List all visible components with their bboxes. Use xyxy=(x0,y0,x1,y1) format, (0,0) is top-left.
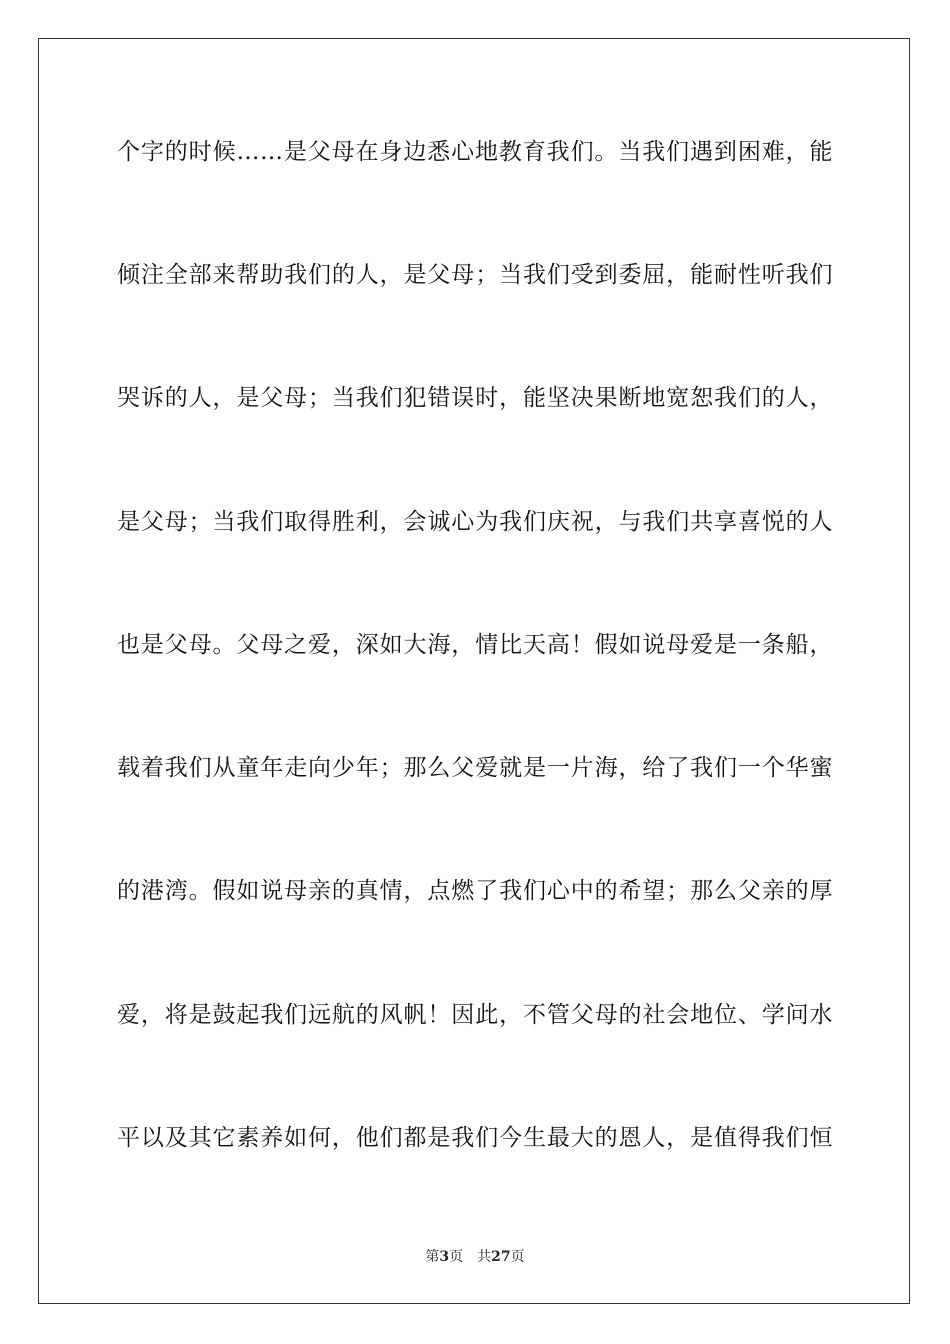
total-pages: 27 xyxy=(491,1249,511,1265)
page-suffix: 页 xyxy=(449,1249,464,1265)
paragraph-line-8: 爱，将是鼓起我们远航的风帆！因此，不管父母的社会地位、学问水 xyxy=(117,1002,833,1028)
total-suffix: 页 xyxy=(510,1249,525,1265)
page-number: 3 xyxy=(439,1249,450,1265)
page-border xyxy=(38,38,910,1304)
paragraph-line-5: 也是父母。父母之爱，深如大海，情比天高！假如说母爱是一条船， xyxy=(117,632,833,658)
paragraph-line-2: 倾注全部来帮助我们的人，是父母；当我们受到委屈，能耐性听我们 xyxy=(117,262,833,288)
paragraph-line-4: 是父母；当我们取得胜利，会诚心为我们庆祝，与我们共享喜悦的人 xyxy=(117,509,833,535)
paragraph-line-6: 载着我们从童年走向少年；那么父爱就是一片海，给了我们一个华蜜 xyxy=(117,755,833,781)
paragraph-line-9: 平以及其它素养如何，他们都是我们今生最大的恩人，是值得我们恒 xyxy=(117,1125,833,1151)
paragraph-line-7: 的港湾。假如说母亲的真情，点燃了我们心中的希望；那么父亲的厚 xyxy=(117,878,833,904)
page-prefix: 第 xyxy=(425,1249,440,1265)
page-footer xyxy=(0,1248,950,1266)
paragraph-line-1: 个字的时候……是父母在身边悉心地教育我们。当我们遇到困难，能 xyxy=(117,139,833,165)
total-prefix: 共 xyxy=(477,1249,492,1265)
paragraph-line-3: 哭诉的人，是父母；当我们犯错误时，能坚决果断地宽恕我们的人， xyxy=(117,385,833,411)
